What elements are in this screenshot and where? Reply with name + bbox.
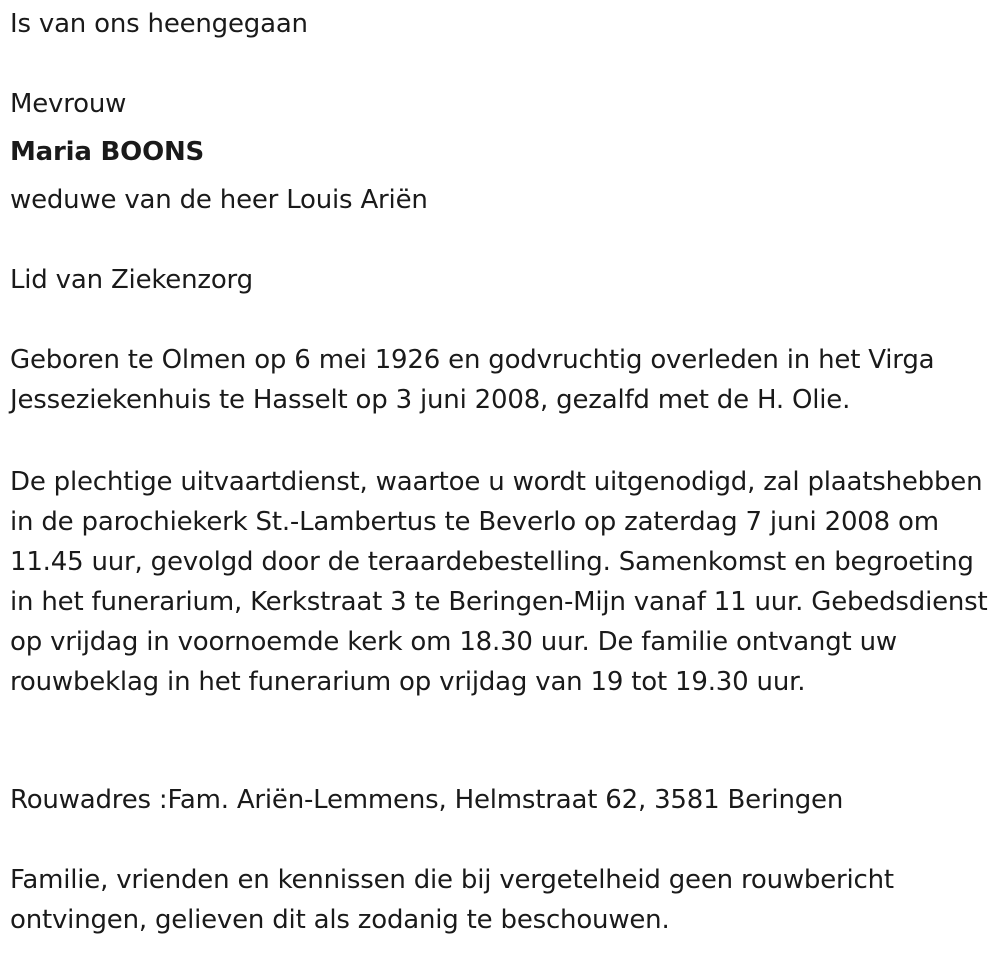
membership-text: Lid van Ziekenzorg xyxy=(10,265,253,295)
funeral-service-paragraph: De plechtige uitvaartdienst, waartoe u wordt uitgenodigd, zal plaatshebben in de parochiekerk St.-Lambertus te Beverlo op zaterdag 7 juni 2008 om 11.45 uur, gevolgd door de teraardebestelling. Samenkomst en begroeting in het funerarium, Kerkstraat 3 te Beringen-Mijn vanaf 11 uur. Gebedsdienst op vrijdag in voornoemde kerk om 18.30 uur. De familie ontvangt uw rouwbeklag in het funerarium op vrijdag van 19 tot 19.30 uur. xyxy=(10,467,988,697)
deceased-name: Maria BOONS xyxy=(10,137,205,167)
widow-of-text: weduwe van de heer Louis Ariën xyxy=(10,185,428,215)
intro-text: Is van ons heengegaan xyxy=(10,9,308,39)
birth-death-paragraph: Geboren te Olmen op 6 mei 1926 en godvruchtig overleden in het Virga Jesseziekenhuis te Hasselt op 3 juni 2008, gezalfd met de H. Olie. xyxy=(10,345,935,415)
mourning-address: Rouwadres :Fam. Ariën-Lemmens, Helmstraat 62, 3581 Beringen xyxy=(10,785,844,815)
honorific-title: Mevrouw xyxy=(10,89,127,119)
family-note-paragraph: Familie, vrienden en kennissen die bij vergetelheid geen rouwbericht ontvingen, gelieven dit als zodanig te beschouwen. xyxy=(10,865,894,935)
